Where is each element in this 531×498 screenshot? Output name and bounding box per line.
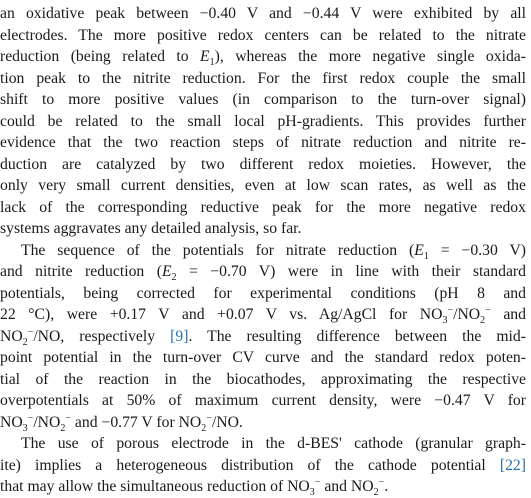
text-line: potentials, being corrected for experimental conditions (pH 8 and	[0, 284, 526, 302]
text-line: point potential in the turn-over CV curve and the standard redox poten-	[0, 349, 526, 366]
text-line: shift to more positive values (in comparison to the turn-over signal)	[0, 91, 526, 108]
article-body	[0, 3, 526, 498]
text-line-with-citation: ite) implies a heterogeneous distribution of the cathode potential [22]	[0, 456, 526, 474]
text-line: could be related to the small local pH-gradients. This provides further	[0, 112, 526, 130]
citation-link[interactable]: [22]	[499, 456, 526, 474]
text-line: an oxidative peak between −0.40 V and −0.44 V were exhibited by all	[0, 5, 526, 22]
paragraph-1	[0, 3, 526, 240]
text-line: only very small current densities, even at low scan rates, as well as the	[0, 177, 526, 194]
text-line: duction are catalyzed by two different redox moieties. However, the	[0, 155, 526, 173]
text-line: electrodes. The more positive redox centers can be related to the nitrate	[0, 26, 526, 44]
text-line: systems aggravates any detailed analysis, so far.	[0, 220, 302, 237]
text-line: tial of the reaction in the biocathodes, approximating the respective	[0, 370, 526, 388]
text-line: The use of porous electrode in the d-BES' cathode (granular graph-	[21, 435, 526, 452]
text-line: The sequence of the potentials for nitrate reduction ($E_1 = -0.30$ V)	[21, 241, 527, 262]
text-line: lack of the corresponding reductive peak for the more negative redox	[0, 198, 526, 216]
paragraph-3	[0, 433, 526, 498]
text-line: 22 °C), were +0.17 V and +0.07 V vs. Ag/AgCl for $NO_3^-/NO_2^-$ and	[0, 304, 526, 327]
citation-link[interactable]: [9]	[170, 327, 189, 345]
text-line: reduction (being related to $E_1$), whereas the more negative single oxida-	[0, 48, 526, 69]
text-line: overpotentials at 50% of maximum current density, were −0.47 V for	[0, 392, 526, 409]
paragraph-2	[0, 240, 526, 434]
text-line-with-citation: $NO_2^-/NO$, respectively [9]. The resulting difference between the mid-	[0, 326, 526, 348]
text-line: tion peak to the nitrite reduction. For the first redox couple the small	[0, 69, 526, 87]
text-line: $NO_3^-/NO_2^-$ and −0.77 V for $NO_2^-/NO$.	[0, 412, 243, 434]
text-line: that may allow the simultaneous reduction of $NO_3^-$ and $NO_2^-$.	[0, 476, 389, 498]
text-line: evidence that the two reaction steps of nitrate reduction and nitrite re-	[0, 134, 526, 151]
text-line: and nitrite reduction ($E_2 = -0.70$ V) were in line with their standard	[0, 263, 526, 284]
